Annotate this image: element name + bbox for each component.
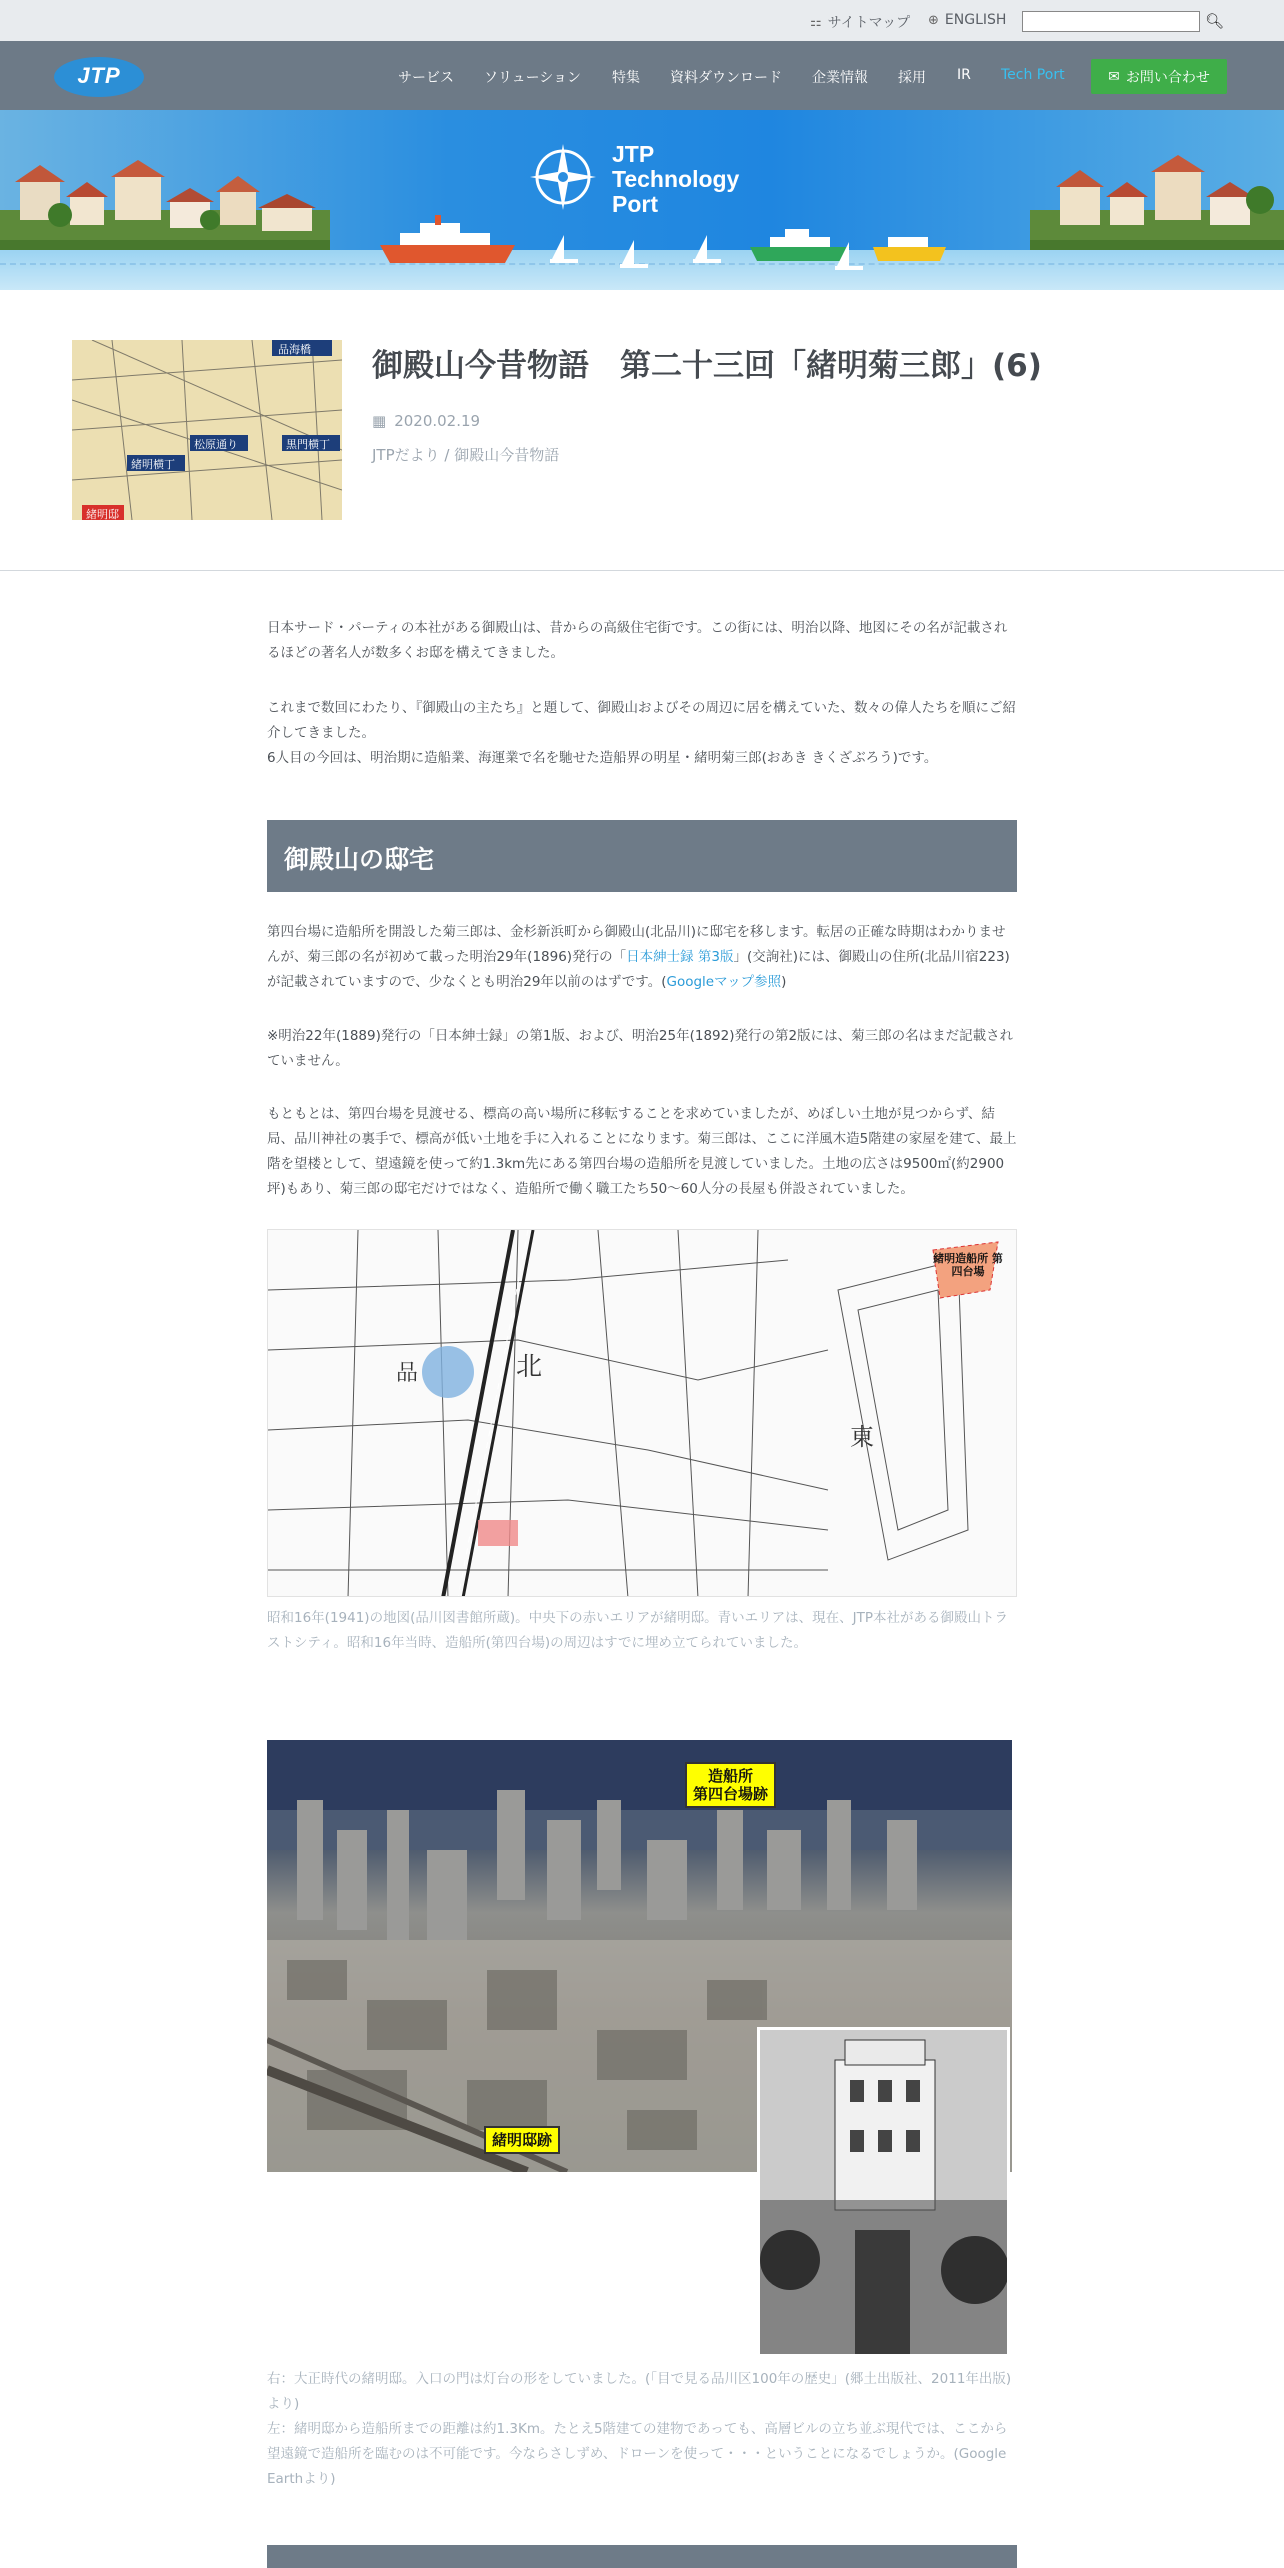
yellow-ship-icon [870, 225, 950, 265]
english-label: ENGLISH [944, 12, 1007, 28]
thumb-label: 松原通り [194, 438, 238, 451]
thumb-label: 品海橋 [278, 343, 311, 356]
nav-item-features[interactable]: 特集 [612, 70, 640, 86]
residence-paragraph-2: もともとは、第四台場を見渡せる、標高の高い場所に移転することを求めていましたが、めぼしい土地が見つからず、結局、品川神社の裏手で、標高が低い土地を手に入れることになります。菊三郎は、ここに洋風木造5階建の家屋を建て、最上階を望楼として、望遠鏡を使って約1.3km先にある第四台場の造船所を見渡していました。土地の広さは9500㎡(約2900坪)もあり、菊三郎の邸宅だけではなく、造船所で働く職工たち50～60人分の長屋も併設されていました。 [267, 1106, 1017, 1197]
shinshiroku-link[interactable]: 日本紳士録 第3版 [626, 949, 734, 965]
svg-text:東: 東 [850, 1423, 874, 1451]
contact-button[interactable] [1091, 59, 1227, 94]
post-thumbnail[interactable] [72, 340, 342, 520]
thumb-label: 緒明横丁 [131, 458, 175, 471]
post-title: 御殿山今昔物語 第二十三回「緒明菊三郎」(6) [372, 348, 1042, 384]
text-span: 」(交詢社)には、御殿山の住所(北品川宿223)が記載されていますので、少なくとも明治29年以前のはずです。( [267, 949, 1010, 990]
nav-item-services[interactable]: サービス [398, 70, 454, 86]
search-icon[interactable]: 🔍︎ [1205, 12, 1225, 30]
map-caption: 昭和16年(1941)の地図(品川図書館所蔵)。中央下の赤いエリアが緒明邸。青いエリアは、現在、JTP本社がある御殿山トラストシティ。昭和16年当時、造船所(第四台場)の周辺はすでに埋め立てられていました。 [267, 1610, 1008, 1651]
utility-bar [0, 0, 1284, 41]
jtp-logo[interactable] [54, 57, 144, 97]
thumb-label: 緒明邸 [86, 508, 119, 520]
divider [0, 570, 1284, 571]
post-categories[interactable]: JTPだより / 御殿山今昔物語 [372, 446, 560, 464]
banner-line2: Technology [612, 166, 740, 192]
intro-paragraph-2b: 6人目の今回は、明治期に造船業、海運業で名を馳せた造船界の明星・緒明菊三郎(おあき きくざぶろう)です。 [267, 750, 938, 766]
intro-paragraph-2a: これまで数回にわたり、『御殿山の主たち』と題して、御殿山およびその周辺に居を構えていた、数々の偉人たちを順にご紹介してきました。 [267, 700, 1016, 741]
thumbnail-map [72, 340, 342, 520]
map-shipyard-label: 緒明造船所 第四台場 [933, 1252, 1003, 1278]
aerial-shipyard-label: 造船所 第四台場跡 [685, 1762, 776, 1808]
text-span: ) [781, 974, 787, 990]
nav-item-company[interactable]: 企業情報 [812, 70, 868, 86]
nav-item-solutions[interactable]: ソリューション [484, 70, 582, 86]
post-date-text: 2020.02.19 [394, 412, 481, 430]
svg-text:品: 品 [396, 1361, 419, 1386]
sitemap-label: サイトマップ [827, 15, 911, 31]
sailboat-icon [693, 235, 723, 265]
nav-item-downloads[interactable]: 資料ダウンロード [670, 70, 782, 86]
compass-icon [528, 142, 598, 212]
globe-icon: ⊕ [928, 12, 939, 28]
banner-line3: Port [612, 191, 658, 217]
sitemap-icon: ⚏ [810, 14, 822, 30]
search-input[interactable] [1022, 11, 1200, 32]
thumb-label: 黒門横丁 [286, 438, 330, 451]
main-nav [0, 41, 1284, 110]
historical-map-image [267, 1229, 1017, 1597]
sitemap-link[interactable] [810, 12, 910, 32]
left-town-illustration [0, 140, 330, 260]
logo-text: JTP [77, 63, 121, 88]
residence-note: ※明治22年(1889)発行の「日本紳士録」の第1版、および、明治25年(1892)発行の第2版には、菊三郎の名はまだ記載されていません。 [267, 1028, 1014, 1069]
old-photo-drawing [760, 2030, 1007, 2354]
svg-text:北: 北 [516, 1352, 543, 1382]
nav-item-tech-port[interactable]: Tech Port [1001, 67, 1065, 83]
intro-paragraph-1: 日本サード・パーティの本社がある御殿山は、昔からの高級住宅街です。この街には、明治以降、地図にその名が記載されるほどの著名人が数多くお邸を構えてきました。 [267, 620, 1008, 661]
right-town-illustration [1030, 140, 1284, 260]
ferry-icon [375, 215, 525, 265]
post-date [372, 412, 480, 430]
section-heading-residence: 御殿山の邸宅 [267, 820, 1017, 892]
nav-item-ir[interactable]: IR [957, 67, 971, 83]
banner-line1: JTP [612, 141, 655, 167]
banner-title [612, 142, 739, 217]
calendar-icon: ▦ [372, 412, 387, 430]
old-residence-photo [757, 2027, 1010, 2357]
sailboat-icon [550, 235, 580, 265]
text-span: 第四台場に造船所を開設した菊三郎は、金杉新浜町から御殿山(北品川)に邸宅を移します。転居の正確な時期はわかりませんが、菊三郎の名が初めて載った明治29年(1896)発行の「 [267, 924, 1006, 965]
english-link[interactable] [928, 12, 1006, 28]
tech-port-banner[interactable] [0, 110, 1284, 290]
map-drawing [268, 1230, 1017, 1597]
sailboat-icon [620, 240, 650, 270]
mail-icon: ✉ [1108, 68, 1120, 85]
nav-item-recruit[interactable]: 採用 [898, 70, 926, 86]
google-map-link[interactable]: Googleマップ参照 [666, 974, 782, 990]
contact-label: お問い合わせ [1125, 69, 1210, 86]
sailboat-icon [835, 242, 865, 272]
photo-caption-left: 左：緒明邸から造船所までの距離は約1.3Km。たとえ5階建ての建物であっても、高層ビルの立ち並ぶ現代では、ここから望遠鏡で造船所を臨むのは不可能です。今ならさしずめ、ドローンを使って・・・ということになるでしょうか。(Google Earthより) [267, 2421, 1008, 2487]
next-section-heading [267, 2545, 1017, 2568]
aerial-residence-label: 緒明邸跡 [484, 2126, 560, 2154]
photo-caption-right: 右：大正時代の緒明邸。入口の門は灯台の形をしていました。(「目で見る品川区100年の歴史」(郷土出版社、2011年出版)より) [267, 2371, 1012, 2412]
residence-paragraph-1 [267, 920, 1017, 995]
